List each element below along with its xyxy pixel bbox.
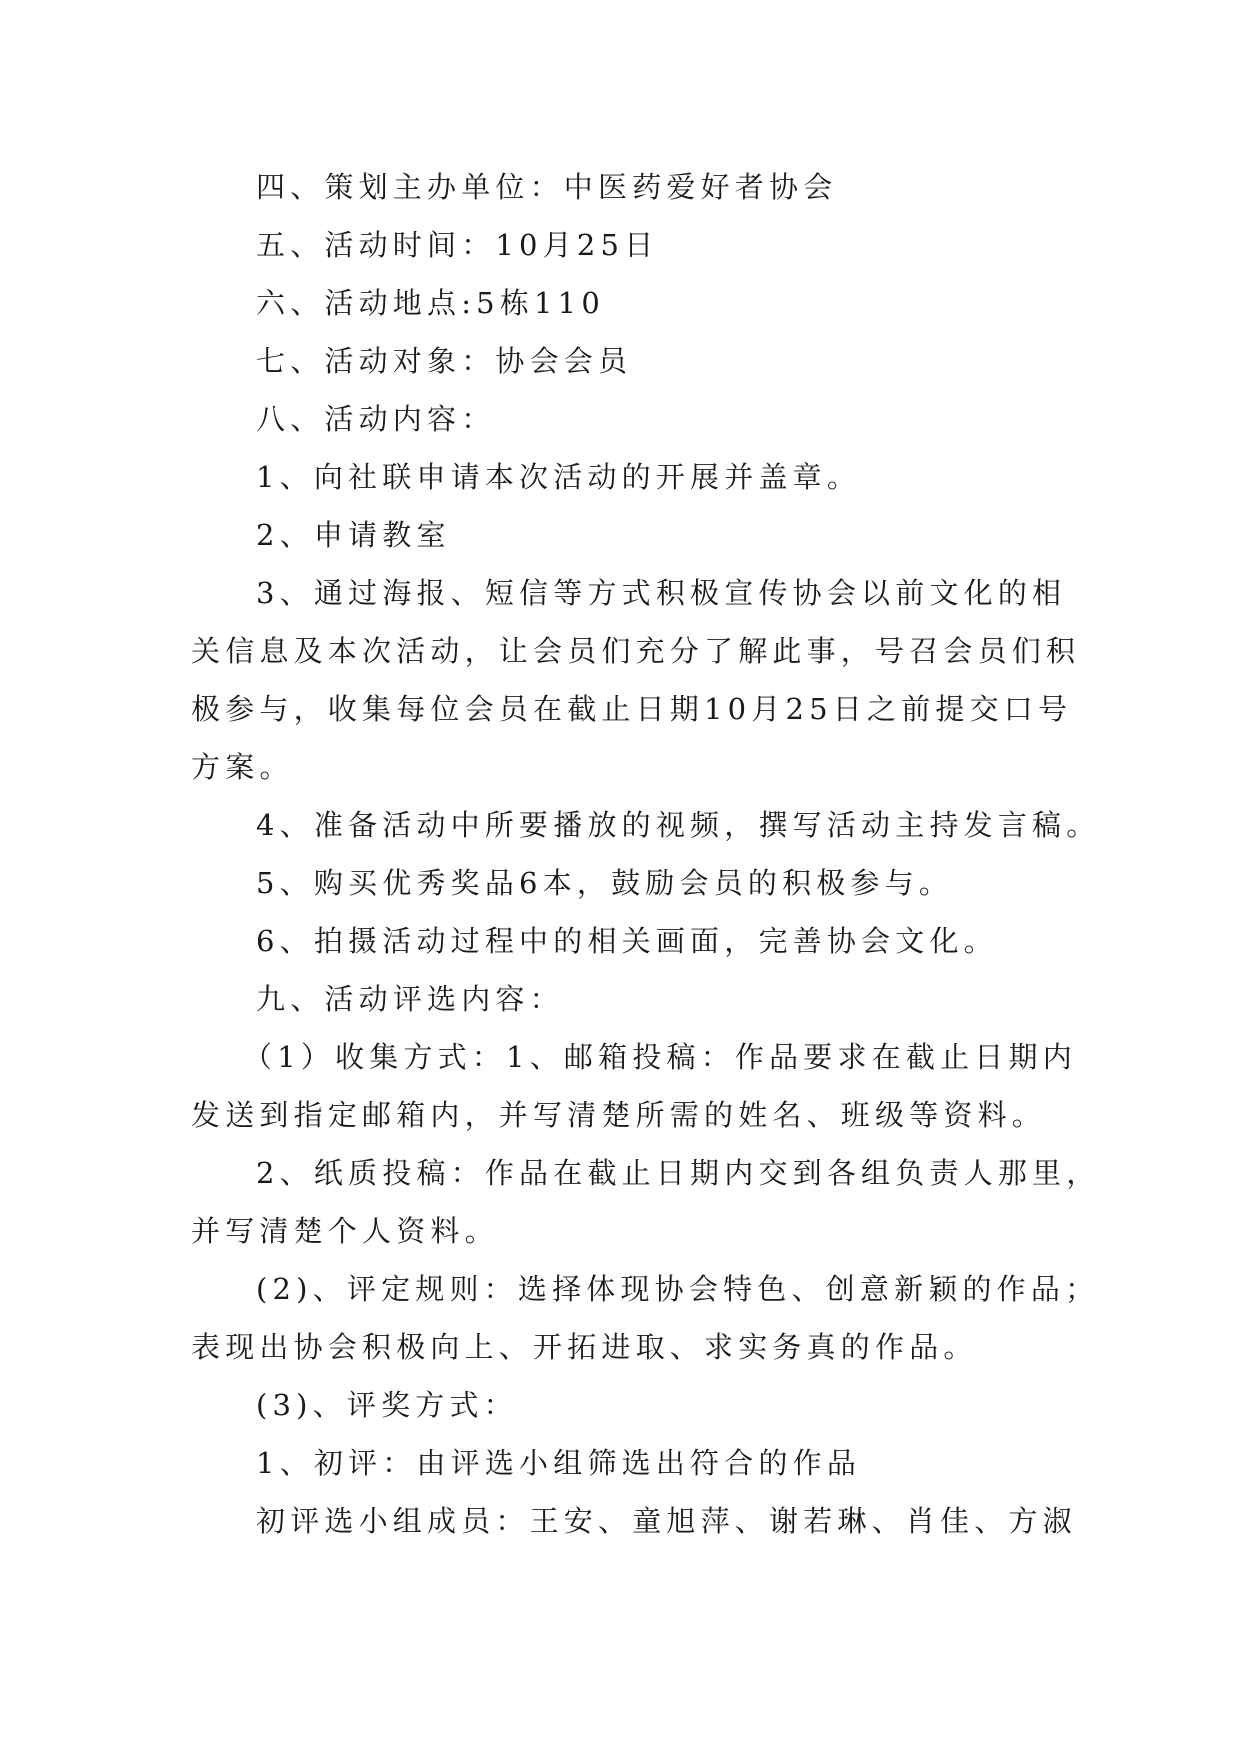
paper-submission-line-1: 2、纸质投稿：作品在截止日期内交到各组负责人那里，	[256, 1156, 1101, 1190]
rules-line-1: (2)、评定规则：选择体现协会特色、创意新颖的作品；	[256, 1272, 1100, 1306]
content-item-3-line-2: 关信息及本次活动，让会员们充分了解此事，号召会员们积	[191, 634, 1081, 668]
section-time: 五、活动时间：10月25日	[256, 228, 659, 262]
collection-method-line-2: 发送到指定邮箱内，并写清楚所需的姓名、班级等资料。	[191, 1098, 1047, 1132]
section-organizer: 四、策划主办单位：中医药爱好者协会	[256, 170, 838, 204]
content-item-3-line-1: 3、通过海报、短信等方式积极宣传协会以前文化的相	[256, 576, 1067, 610]
content-item-3-line-4: 方案。	[191, 750, 294, 784]
award-method-heading: (3)、评奖方式：	[256, 1388, 518, 1422]
content-item-4: 4、准备活动中所要播放的视频，撰写活动主持发言稿。	[256, 808, 1101, 842]
section-audience: 七、活动对象：协会会员	[256, 344, 633, 378]
collection-method-line-1: （1）收集方式：1、邮箱投稿：作品要求在截止日期内	[243, 1040, 1077, 1074]
section-selection-heading: 九、活动评选内容：	[256, 982, 564, 1016]
section-content-heading: 八、活动内容：	[256, 402, 496, 436]
content-item-6: 6、拍摄活动过程中的相关画面，完善协会文化。	[256, 924, 998, 958]
content-item-5: 5、购买优秀奖品6本，鼓励会员的积极参与。	[256, 866, 954, 900]
content-item-2: 2、申请教室	[256, 518, 451, 552]
content-item-3-line-3: 极参与，收集每位会员在截止日期10月25日之前提交口号	[191, 692, 1073, 726]
preliminary-review-members: 初评选小组成员：王安、童旭萍、谢若琳、肖佳、方淑	[256, 1504, 1077, 1538]
rules-line-2: 表现出协会积极向上、开拓进取、求实务真的作品。	[191, 1330, 978, 1364]
preliminary-review: 1、初评：由评选小组筛选出符合的作品	[256, 1446, 862, 1480]
content-item-1: 1、向社联申请本次活动的开展并盖章。	[256, 460, 862, 494]
paper-submission-line-2: 并写清楚个人资料。	[191, 1214, 499, 1248]
document-body	[191, 158, 1101, 1550]
section-location: 六、活动地点:5栋110	[256, 286, 605, 320]
